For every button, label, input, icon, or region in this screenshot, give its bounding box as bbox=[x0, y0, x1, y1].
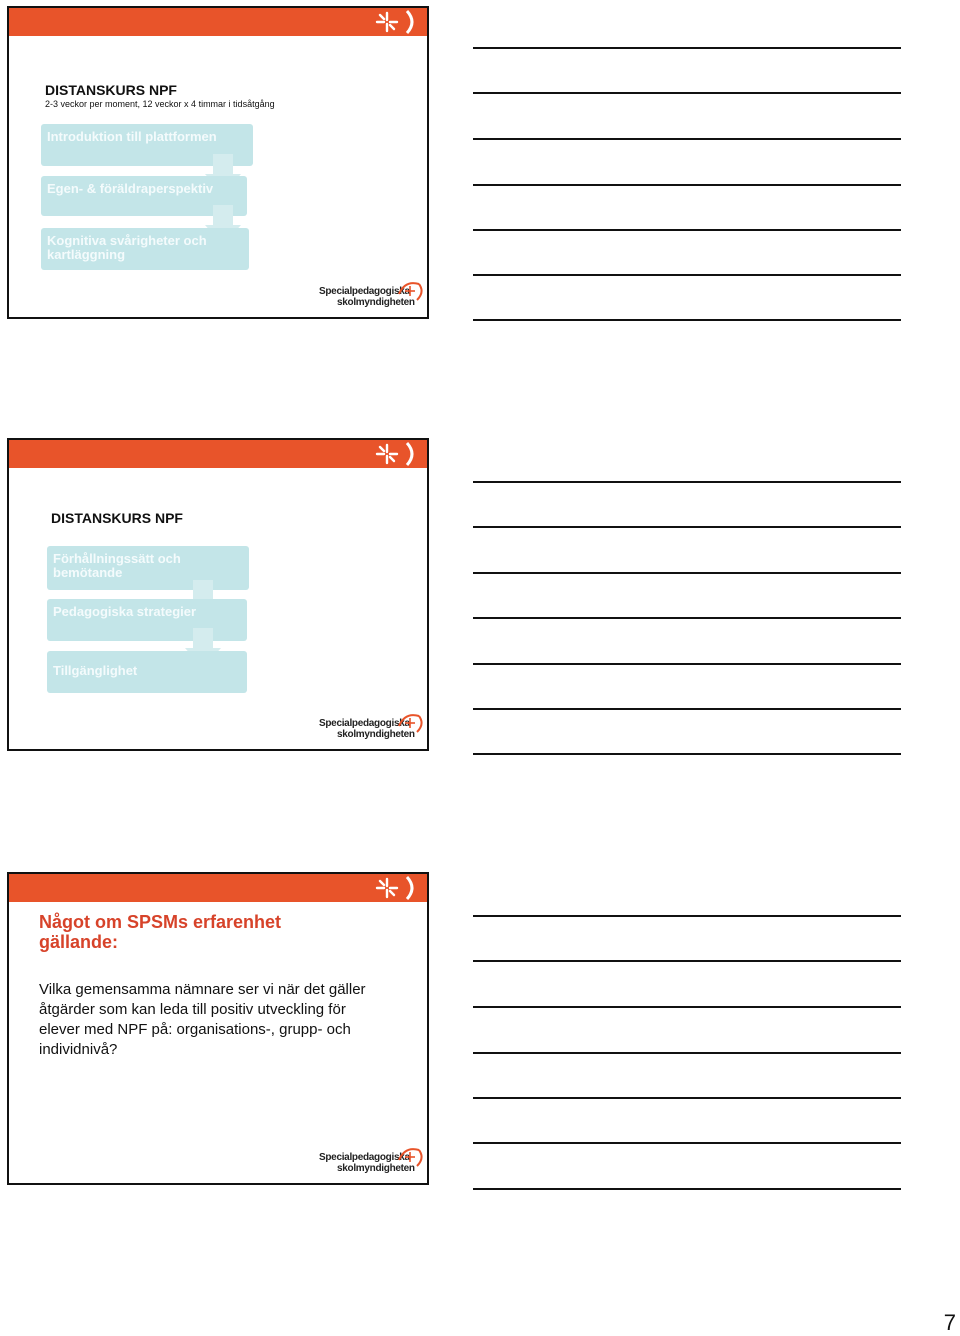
note-line bbox=[473, 184, 901, 186]
note-line bbox=[473, 960, 901, 962]
note-line bbox=[473, 92, 901, 94]
spsm-logo: Specialpedagogiska skolmyndigheten bbox=[319, 1152, 429, 1180]
note-line bbox=[473, 229, 901, 231]
flow-step-1: Introduktion till plattformen bbox=[41, 124, 253, 166]
slide-3 bbox=[7, 872, 429, 1185]
note-line bbox=[473, 138, 901, 140]
note-line bbox=[473, 1006, 901, 1008]
spsm-logo: Specialpedagogiska skolmyndigheten bbox=[319, 718, 429, 746]
flow-step-2: Egen- & föräldraperspektiv bbox=[41, 176, 247, 216]
note-line bbox=[473, 1188, 901, 1190]
note-line bbox=[473, 1097, 901, 1099]
slide-header-bar-left bbox=[9, 874, 375, 902]
logo-swirl-icon bbox=[395, 278, 425, 304]
spsm-logo: Specialpedagogiska skolmyndigheten bbox=[319, 286, 429, 314]
flow-step-2: Pedagogiska strategier bbox=[47, 599, 247, 641]
note-line bbox=[473, 708, 901, 710]
note-line bbox=[473, 1052, 901, 1054]
slide-subtitle: 2-3 veckor per moment, 12 veckor x 4 timmar i tidsåtgång bbox=[45, 99, 275, 109]
flow-step-3: Kognitiva svårigheter och kartläggning bbox=[41, 228, 249, 270]
star-bracket-icon bbox=[371, 875, 421, 901]
note-line bbox=[473, 1142, 901, 1144]
page-number: 7 bbox=[943, 1310, 956, 1335]
note-line bbox=[473, 753, 901, 755]
slide-body: Vilka gemensamma nämnare ser vi när det gäller åtgärder som kan leda till positiv utveckling för elever med NPF på: organisations-, grupp- och individnivå? bbox=[39, 981, 366, 1058]
note-line bbox=[473, 617, 901, 619]
star-bracket-icon bbox=[371, 441, 421, 467]
note-line bbox=[473, 572, 901, 574]
note-line bbox=[473, 915, 901, 917]
flow-step-1: Förhållningssätt och bemötande bbox=[47, 546, 249, 590]
flow-step-3: Tillgänglighet bbox=[47, 651, 247, 693]
slide-header-bar bbox=[9, 440, 427, 468]
star-bracket-icon bbox=[371, 9, 421, 35]
note-line bbox=[473, 47, 901, 49]
note-line bbox=[473, 274, 901, 276]
slide-header-bar bbox=[371, 874, 427, 902]
slide-title: DISTANSKURS NPF bbox=[51, 510, 183, 526]
note-line bbox=[473, 481, 901, 483]
slide-header-bar bbox=[9, 8, 427, 36]
slide-2 bbox=[7, 438, 429, 751]
slide-title: DISTANSKURS NPF bbox=[45, 82, 177, 98]
note-line bbox=[473, 319, 901, 321]
slide-title: Något om SPSMs erfarenhet gällande: bbox=[39, 912, 282, 952]
logo-swirl-icon bbox=[395, 1144, 425, 1170]
note-line bbox=[473, 526, 901, 528]
slide-1 bbox=[7, 6, 429, 319]
logo-swirl-icon bbox=[395, 710, 425, 736]
note-line bbox=[473, 663, 901, 665]
